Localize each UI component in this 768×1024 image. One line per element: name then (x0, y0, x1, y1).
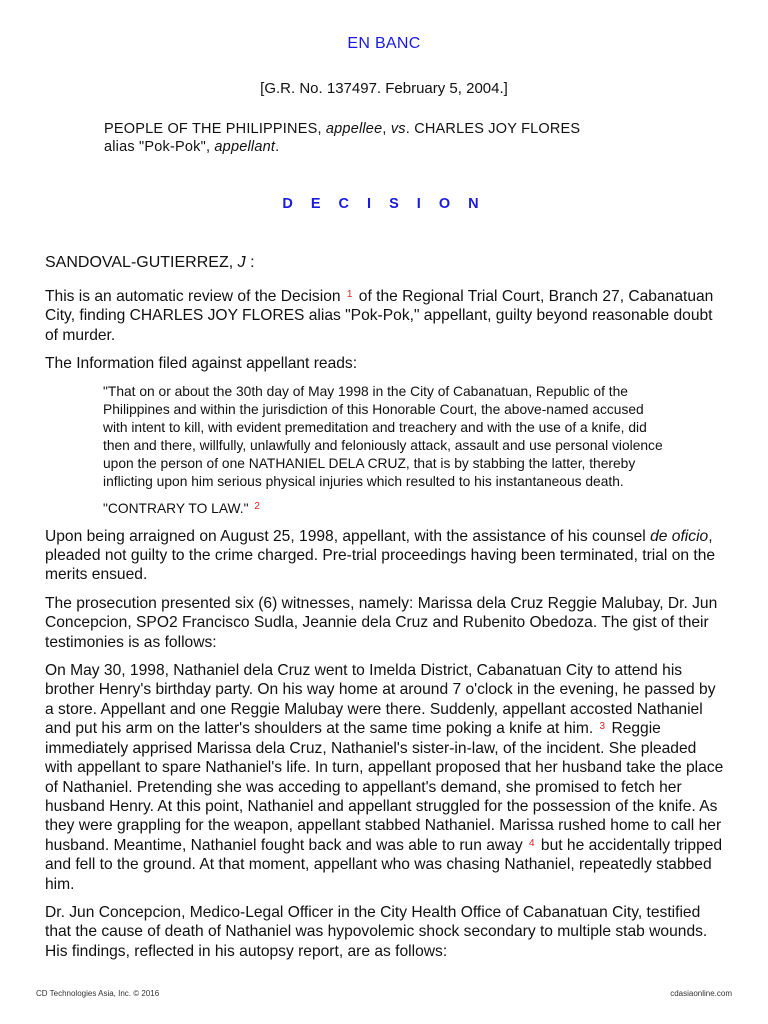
case-number: [G.R. No. 137497. February 5, 2004.] (260, 80, 508, 97)
paragraph-facts (45, 661, 725, 894)
information-quote: "That on or about the 30th day of May 1998 in the City of Cabanatuan, Republic of the Philippines and within the jurisdiction of this Honorable Court, the above-named accused with intent to kill, with evident premeditation and treachery and with the use of a knife, did then and there, willfully, unlawfully and feloniously attack, assault and use personal violence upon the person of one NATHANIEL DELA CRUZ, that is by stabbing the latter, thereby inflicting upon him serious physical injuries which resulted to his instantaneous death. (103, 383, 663, 489)
contrary-to-law-quote (103, 500, 663, 518)
ponente (45, 254, 255, 272)
accused-name: CHARLES JOY FLORES (414, 121, 581, 137)
accused-alias: alias "Pok-Pok" (104, 139, 206, 155)
accused-role: appellant (214, 139, 276, 155)
paragraph-information: The Information filed against appellant reads: (45, 355, 358, 373)
versus-label: vs (390, 121, 406, 137)
footnote-link-2[interactable]: 2 (254, 500, 260, 512)
paragraph-text: This is an automatic review of the Decision (45, 288, 341, 305)
footnote-link-1[interactable]: 1 (346, 289, 353, 300)
ponente-j: J (237, 254, 246, 271)
paragraph-text: of the Regional Trial Court, Branch 27, Cabanatuan City, finding CHARLES JOY FLORES alias "Pok-Pok," appellant, guilty beyond reasonable doubt of murder. (45, 288, 714, 344)
quote-text: "CONTRARY TO LAW." (103, 500, 249, 516)
decision-heading: D E C I S I O N (282, 196, 486, 212)
paragraph-arraignment (45, 527, 725, 585)
paragraph-witnesses: The prosecution presented six (6) witnesses, namely: Marissa dela Cruz Reggie Malubay, Dr. Jun Concepcion, SPO2 Francisco Sudla, Jeannie dela Cruz and Rubenito Obedoza. The gist of their testimonies is as follows: (45, 594, 718, 651)
paragraph-text: , pleaded not guilty to the crime charged. Pre-trial proceedings having been terminated, trial on the merits ensued. (45, 527, 716, 584)
paragraph-intro (45, 287, 725, 345)
paragraph-text: Upon being arraigned on August 25, 1998, appellant, with the assistance of his counsel (45, 527, 646, 545)
italic-term: de oficio (650, 527, 709, 545)
case-parties: PEOPLE OF THE PHILIPPINES, appellee, vs. CHARLES JOY FLORES alias "Pok-Pok", appellant. (104, 121, 581, 155)
paragraph-text: On May 30, 1998, Nathaniel dela Cruz went to Imelda District, Cabanatuan City to attend his brother Henry's birthday party. On his way home at around 7 o'clock in the evening, he passed by a store. Appellant and one Reggie Malubay were there. Suddenly, appellant accosted Nathaniel and put his arm on the latter's shoulders at the same time poking a knife at him. (45, 662, 716, 738)
en-banc-heading: EN BANC (347, 35, 421, 52)
ponente-name: SANDOVAL-GUTIERREZ, (45, 254, 234, 271)
footnote-link-3[interactable]: 3 (599, 721, 606, 733)
paragraph-text: but he accidentally tripped and fell to the ground. At that moment, appellant who was chasing Nathaniel, repeatedly stabbed him. (45, 836, 723, 893)
paragraph-text: Reggie immediately apprised Marissa dela Cruz, Nathaniel's sister-in-law, of the incident. She pleaded with appellant to spare Nathaniel's life. In turn, appellant proposed that her husband take the place of Nathaniel. Pretending she was acceding to appellant's demand, she promised to fetch her husband Henry. At this point, Nathaniel and appellant struggled for the possession of the knife. As they were grappling for the weapon, appellant stabbed Nathaniel. Marissa rushed home to call her husband. Meantime, Nathaniel fought back and was able to run away (45, 720, 724, 854)
footer-copyright: CD Technologies Asia, Inc. © 2016 (36, 989, 160, 998)
ponente-colon: : (245, 254, 255, 271)
decision-body (45, 287, 725, 970)
plaintiff-role: appellee (325, 121, 383, 137)
paragraph-medico-legal: Dr. Jun Concepcion, Medico-Legal Officer in the City Health Office of Cabanatuan City, testified that the cause of death of Nathaniel was hypovolemic shock secondary to multiple stab wounds. His findings, reflected in his autopsy report, are as follows: (45, 903, 708, 960)
plaintiff-name: PEOPLE OF THE PHILIPPINES (104, 121, 318, 137)
footnote-link-4[interactable]: 4 (529, 837, 535, 849)
footer-site: cdasiaonline.com (670, 989, 732, 998)
